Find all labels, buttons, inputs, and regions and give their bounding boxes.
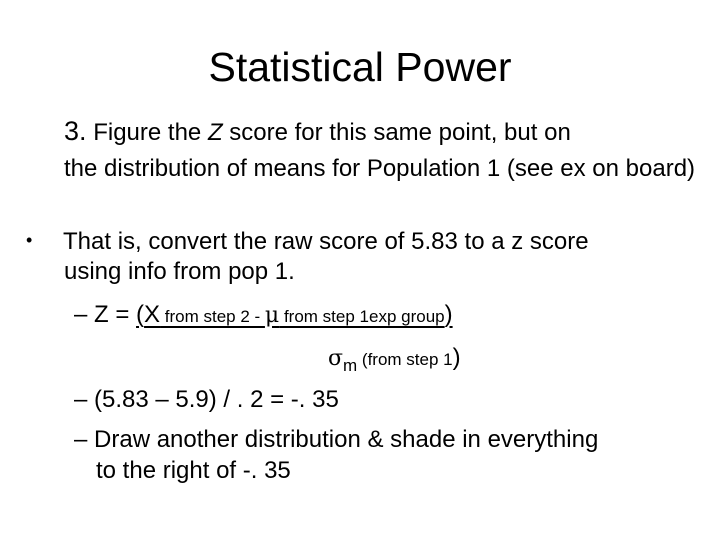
formula-close-paren: ) <box>444 301 453 328</box>
item-3-number: 3. <box>64 116 87 146</box>
formula-numerator <box>136 301 453 328</box>
formula-sigma: σ <box>328 346 344 371</box>
draw-line-2: to the right of -. 35 <box>96 457 291 484</box>
formula-from-step-2: from step 2 - <box>160 307 265 326</box>
formula-denominator-paren: ) <box>452 344 461 371</box>
item-3-line-1 <box>64 116 571 148</box>
calculation-line: – (5.83 – 5.9) / . 2 = -. 35 <box>74 386 339 413</box>
formula-dash: – Z = <box>74 301 137 328</box>
item-3-text-after-z: score for this same point, but on <box>222 119 571 146</box>
bullet-line-2: using info from pop 1. <box>64 258 295 285</box>
bullet-marker: • <box>26 230 33 250</box>
draw-line-1: – Draw another distribution & shade in everything <box>74 426 599 453</box>
formula-denominator <box>328 342 461 381</box>
formula-mu: μ <box>264 303 280 328</box>
formula-numerator-line <box>74 299 453 332</box>
formula-from-step-1: from step 1exp group <box>279 307 445 326</box>
bullet-text-1: That is, convert the raw score of 5.83 to a z score <box>63 228 589 255</box>
formula-denominator-text: (from step 1 <box>357 350 453 369</box>
formula-sigma-subscript: m <box>343 355 358 375</box>
formula-x: X <box>144 301 161 328</box>
item-3-z-italic: Z <box>207 119 223 146</box>
slide-title: Statistical Power <box>208 44 512 90</box>
bullet-line-1 <box>26 225 589 257</box>
formula-open-paren: ( <box>136 301 145 328</box>
item-3-text-before-z: Figure the <box>93 119 208 146</box>
item-3-continuation: the distribution of means for Population 1 (see ex on board) <box>64 155 696 182</box>
